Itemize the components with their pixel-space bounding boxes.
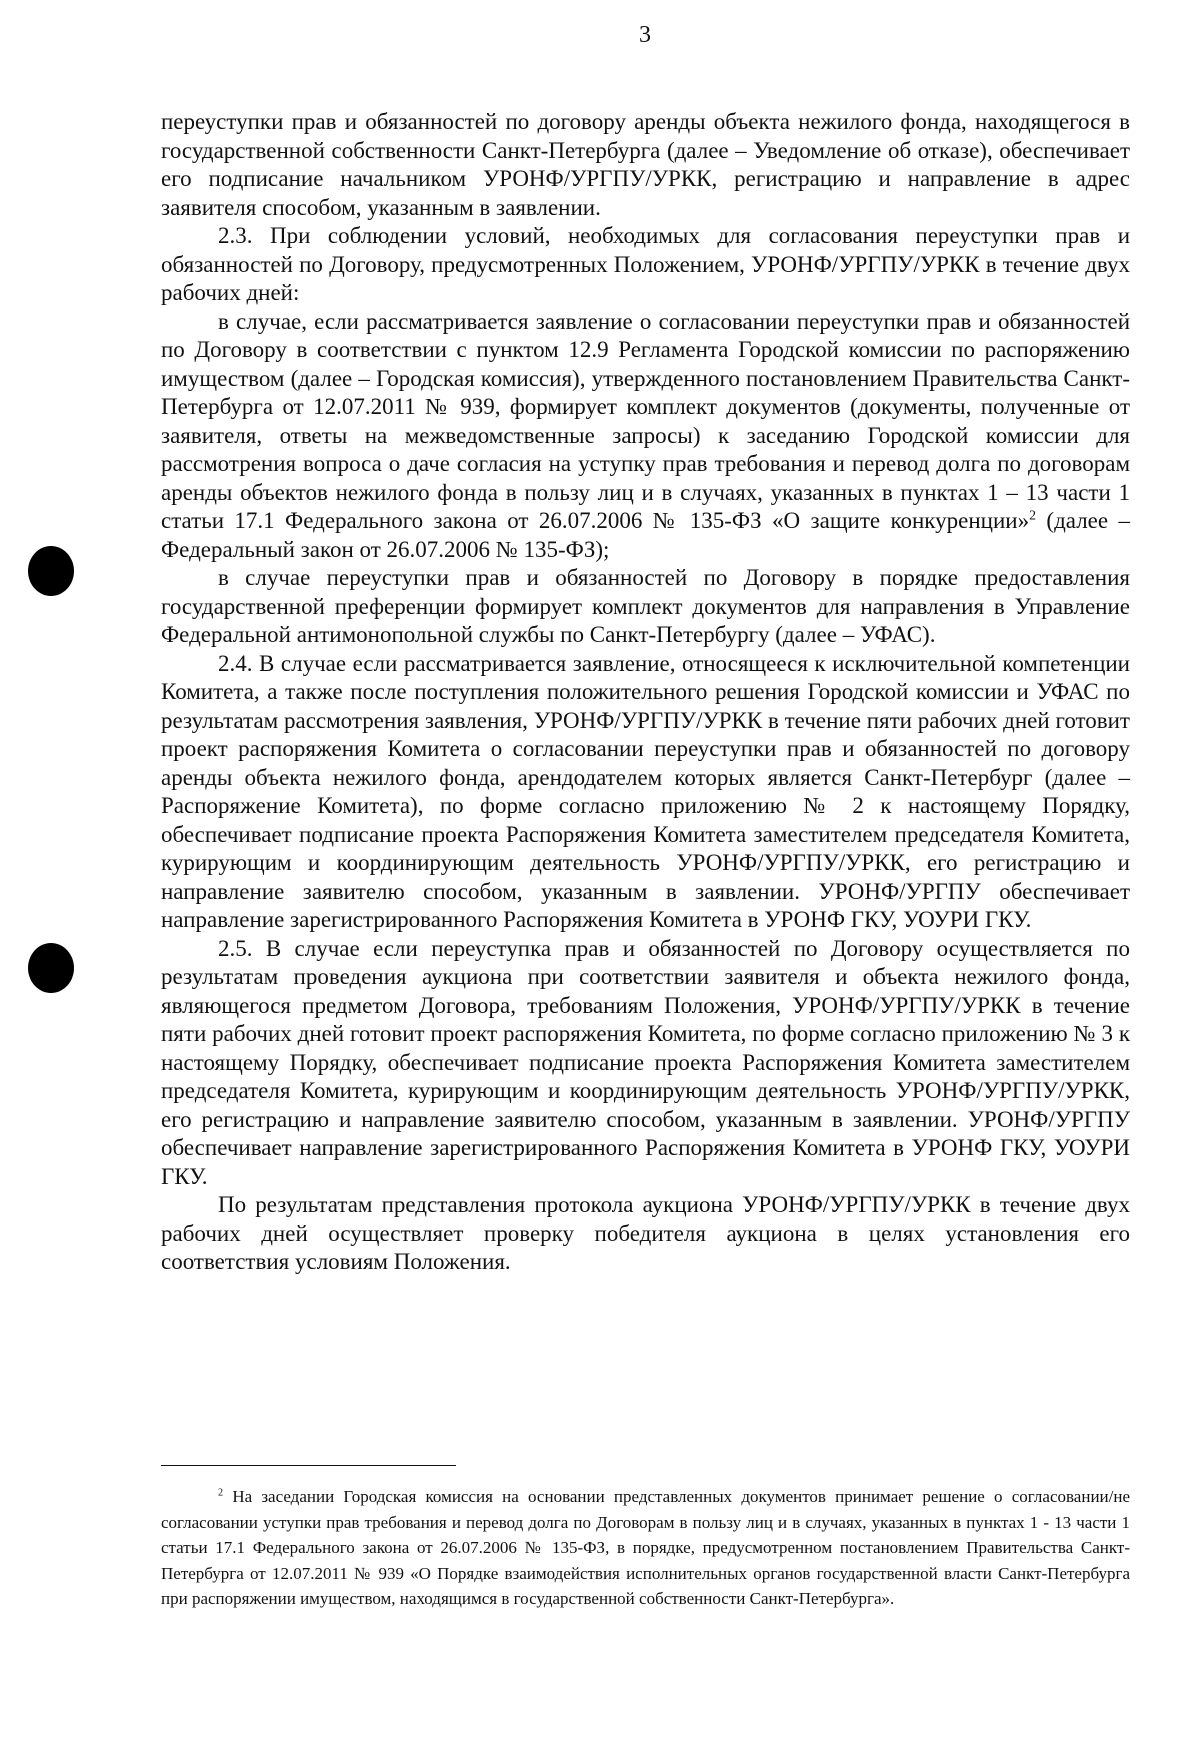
- footnote-marker: 2: [218, 1487, 224, 1499]
- paragraph-city-commission-tail: (далее – Федеральный закон от 26.07.2006 № 135-ФЗ);: [161, 508, 1130, 562]
- paragraph-2-4: 2.4. В случае если рассматривается заявление, относящееся к исключительной компетенции Комитета, а также после поступления положительного решения Городской комиссии и УФАС по результатам рассмотрения заявления, УРОНФ/УРГПУ/УРКК в течение пяти рабочих дней готовит проект распоряжения Комитета о согласовании переуступки прав и обязанностей по договору аренды объекта нежилого фонда, арендодателем которых является Санкт-Петербург (далее – Распоряжение Комитета), по форме согласно приложению № 2 к настоящему Порядку, обеспечивает подписание проекта Распоряжения Комитета заместителем председателя Комитета, курирующим и координирующим деятельность УРОНФ/УРГПУ/УРКК, его регистрацию и направление заявителю способом, указанным в заявлении. УРОНФ/УРГПУ обеспечивает направление зарегистрированного Распоряжения Комитета в УРОНФ ГКУ, УОУРИ ГКУ.: [161, 650, 1130, 932]
- paragraph-2-5: 2.5. В случае если переуступка прав и обязанностей по Договору осуществляется по результатам проведения аукциона при соответствии заявителя и объекта нежилого фонда, являющегося предметом Договора, требованиям Положения, УРОНФ/УРГПУ/УРКК в течение пяти рабочих дней готовит проект распоряжения Комитета, по форме согласно приложению № 3 к настоящему Порядку, обеспечивает подписание проекта Распоряжения Комитета заместителем председателя Комитета, курирующим и координирующим деятельность УРОНФ/УРГПУ/УРКК, его регистрацию и направление заявителю способом, указанным в заявлении. УРОНФ/УРГПУ обеспечивает направление зарегистрированного Распоряжения Комитета в УРОНФ ГКУ, УОУРИ ГКУ.: [161, 935, 1130, 1189]
- document-body: [161, 108, 1130, 1277]
- paragraph-auction-protocol: По результатам представления протокола аукциона УРОНФ/УРГПУ/УРКК в течение двух рабочих дней осуществляет проверку победителя аукциона в целях установления его соответствия условиям Положения.: [161, 1192, 1130, 1274]
- paragraph-preference: в случае переуступки прав и обязанностей по Договору в порядке предоставления государственной преференции формирует комплект документов для направления в Управление Федеральной антимонопольной службы по Санкт-Петербургу (далее – УФАС).: [161, 565, 1130, 647]
- page-number: 3: [639, 22, 651, 48]
- punch-hole-bottom: [28, 943, 74, 993]
- paragraph-city-commission-text: в случае, если рассматривается заявление о согласовании переуступки прав и обязанностей по Договору в соответствии с пунктом 12.9 Регламента Городской комиссии по распоряжению имуществом (далее – Городская комиссия), утвержденного постановлением Правительства Санкт-Петербурга от 12.07.2011 № 939, формирует комплект документов (документы, полученные от заявителя, ответы на межведомственные запросы) к заседанию Городской комиссии для рассмотрения вопроса о даче согласия на уступку прав требования и перевод долга по договорам аренды объектов нежилого фонда в пользу лиц и в случаях, указанных в пунктах 1 – 13 части 1 статьи 17.1 Федерального закона от 26.07.2006 № 135-ФЗ «О защите конкуренции»: [161, 308, 1130, 533]
- paragraph-continuation: переуступки прав и обязанностей по договору аренды объекта нежилого фонда, находящегося в государственной собственности Санкт-Петербурга (далее – Уведомление об отказе), обеспечивает его подписание начальником УРОНФ/УРГПУ/УРКК, регистрацию и направление в адрес заявителя способом, указанным в заявлении.: [161, 109, 1130, 220]
- footnote-separator: [161, 1465, 456, 1466]
- footnote: [161, 1484, 1130, 1612]
- footnote-reference: 2: [1029, 507, 1037, 523]
- punch-hole-top: [28, 546, 74, 596]
- paragraph-2-3: 2.3. При соблюдении условий, необходимых для согласования переуступки прав и обязанностей по Договору, предусмотренных Положением, УРОНФ/УРГПУ/УРКК в течение двух рабочих дней:: [161, 223, 1130, 305]
- paragraph-city-commission: [161, 308, 1130, 565]
- footnote-text: На заседании Городская комиссия на основании представленных документов принимает решение о согласовании/не согласовании уступки прав требования и перевод долга по Договорам в пользу лиц и в случаях, указанных в пунктах 1 - 13 части 1 статьи 17.1 Федерального закона от 26.07.2006 № 135-ФЗ, в порядке, предусмотренном постановлением Правительства Санкт-Петербурга от 12.07.2011 № 939 «О Порядке взаимодействия исполнительных органов государственной власти Санкт-Петербурга при распоряжении имуществом, находящимся в государственной собственности Санкт-Петербурга».: [161, 1487, 1131, 1608]
